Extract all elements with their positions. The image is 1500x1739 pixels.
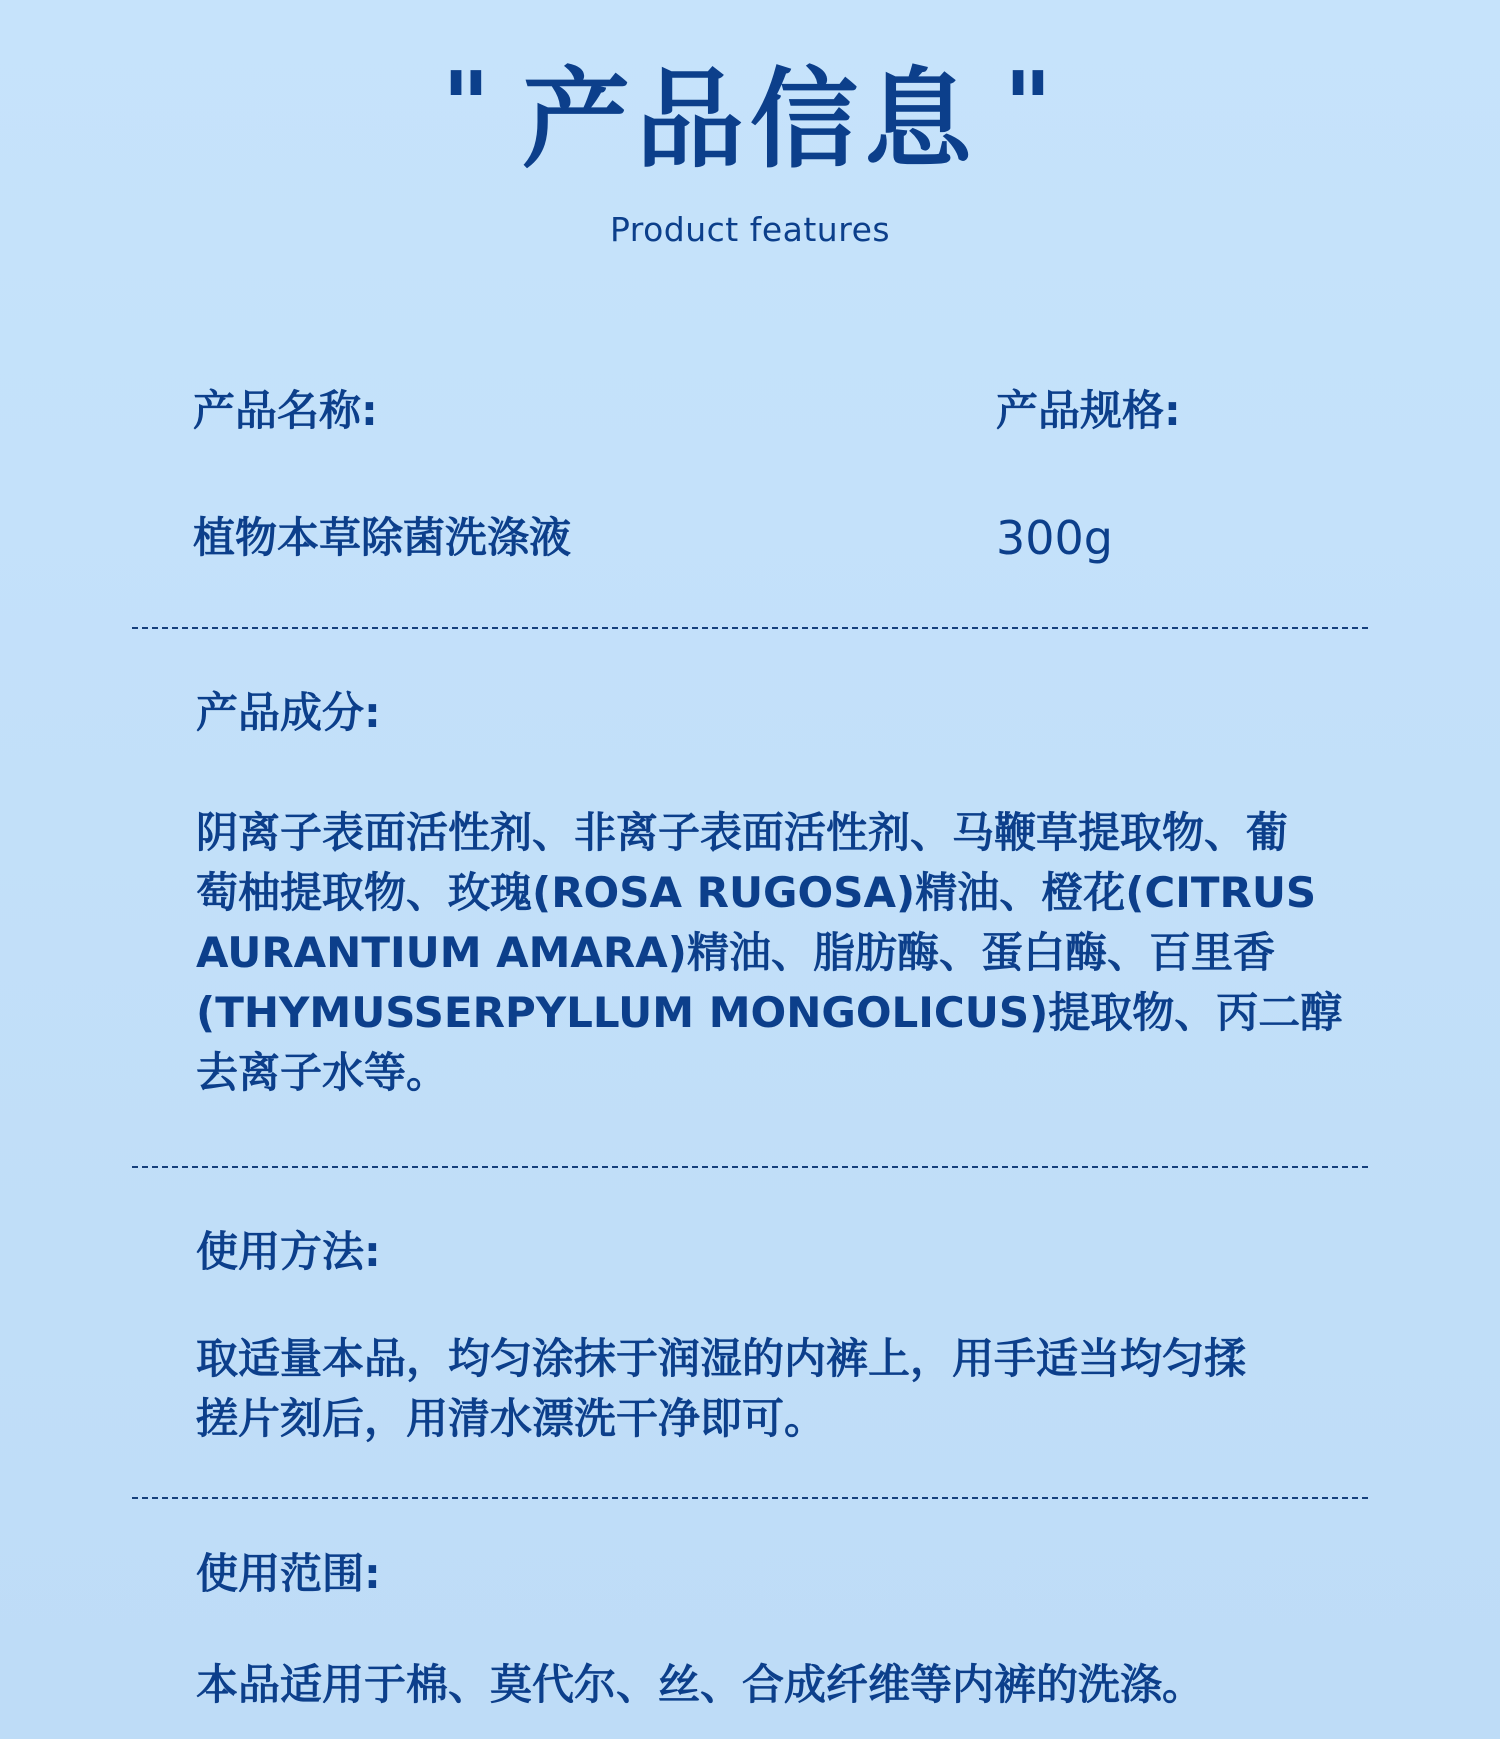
- divider-1: [132, 627, 1368, 629]
- title-block: [0, 52, 1500, 186]
- page-title: [416, 52, 1084, 186]
- open-quote-mark: ": [442, 52, 496, 159]
- ingredients-label: 产品成分:: [196, 688, 381, 737]
- ingredients-line: 阴离子表面活性剂、非离子表面活性剂、马鞭草提取物、葡: [196, 808, 1289, 857]
- scope-text: 本品适用于棉、莫代尔、丝、合成纤维等内裤的洗涤。: [196, 1660, 1205, 1709]
- usage-line: 搓片刻后，用清水漂洗干净即可。: [196, 1394, 827, 1443]
- ingredients-line: AURANTIUM AMARA)精油、脂肪酶、蛋白酶、百里香: [196, 928, 1275, 977]
- ingredients-line: 萄柚提取物、玫瑰(ROSA RUGOSA)精油、橙花(CITRUS: [196, 868, 1317, 917]
- product-spec-value: 300g: [996, 511, 1113, 565]
- ingredients-text: [196, 803, 1426, 1103]
- usage-text: [196, 1329, 1426, 1449]
- close-quote-mark: ": [1004, 52, 1058, 159]
- page-subtitle: Product features: [609, 210, 891, 249]
- product-spec-label: 产品规格:: [996, 386, 1181, 435]
- usage-label: 使用方法:: [196, 1227, 381, 1276]
- scope-label: 使用范围:: [196, 1549, 381, 1598]
- usage-line: 取适量本品，均匀涂抹于润湿的内裤上，用手适当均匀揉: [196, 1334, 1247, 1383]
- divider-2: [132, 1166, 1368, 1168]
- divider-3: [132, 1497, 1368, 1499]
- ingredients-line: 去离子水等。: [196, 1048, 449, 1097]
- product-name-label: 产品名称:: [193, 386, 378, 435]
- ingredients-line: (THYMUSSERPYLLUM MONGOLICUS)提取物、丙二醇: [196, 988, 1343, 1037]
- page-title-text: 产品信息: [521, 58, 978, 183]
- product-name-value: 植物本草除菌洗涤液: [193, 513, 572, 562]
